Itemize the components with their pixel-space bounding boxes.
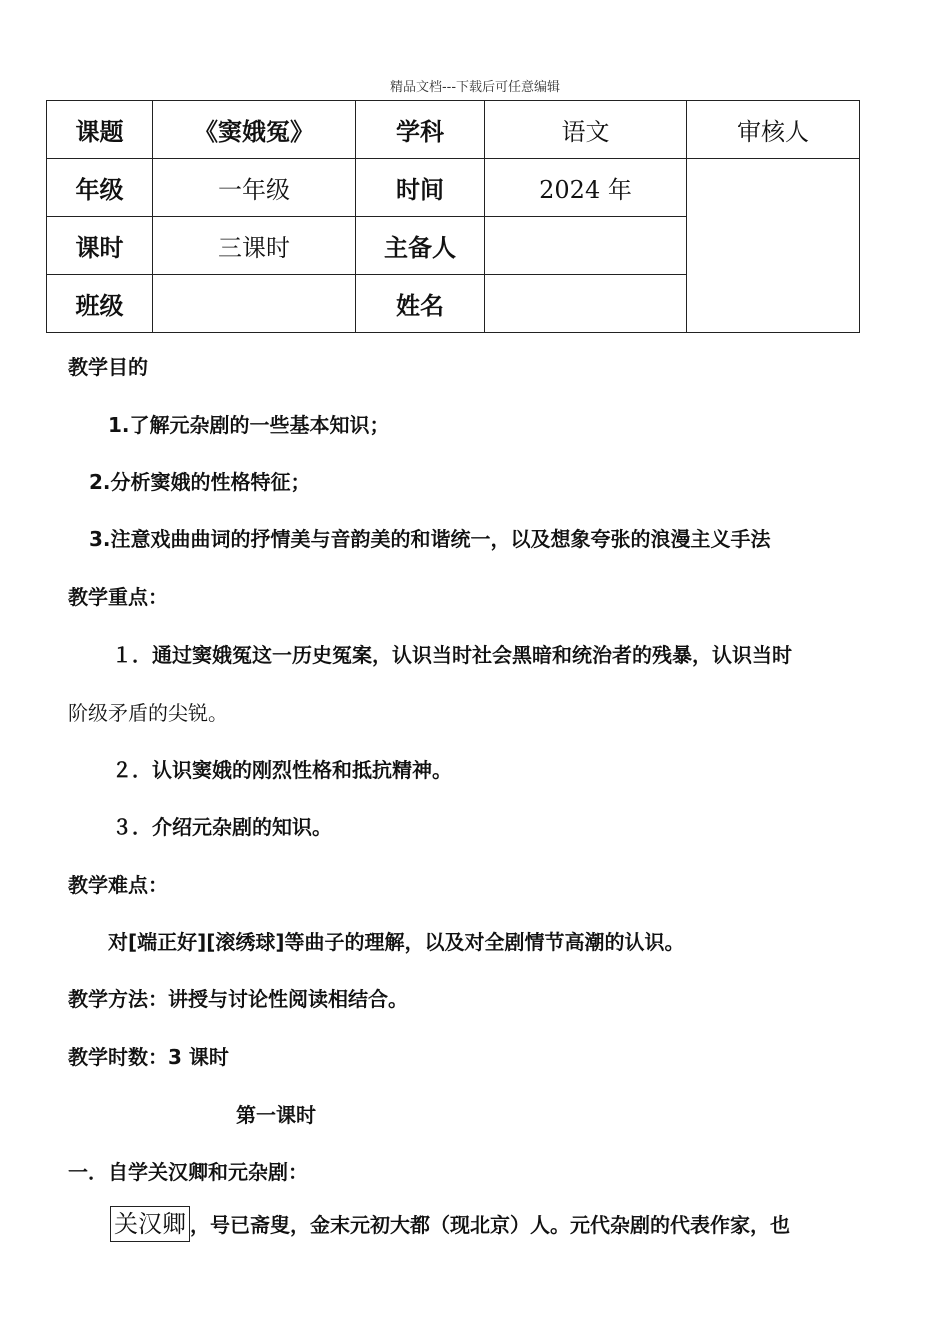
header-note: 精品文档---下载后可任意编辑: [389, 80, 561, 95]
table-cell: 年级: [47, 159, 153, 217]
key-point-item: １．通过窦娥冤这一历史冤案，认识当时社会黑暗和统治者的残暴，认识当时: [112, 643, 792, 667]
table-row: [47, 159, 860, 217]
table-cell: 主备人: [356, 217, 485, 275]
lesson-info-table: [46, 100, 860, 333]
reviewer-cell: [687, 159, 860, 333]
table-cell: [485, 217, 687, 275]
key-point-item-continued: 阶级矛盾的尖锐。: [68, 701, 228, 725]
difficulties-text: 对[端正好][滚绣球]等曲子的理解，以及对全剧情节高潮的认识。: [108, 930, 685, 954]
lesson-title: 第一课时: [236, 1103, 316, 1127]
key-points-heading: 教学重点：: [68, 585, 168, 609]
table-cell: 课题: [47, 101, 153, 159]
teaching-method: 教学方法：讲授与讨论性阅读相结合。: [68, 987, 408, 1011]
table-cell: 学科: [356, 101, 485, 159]
section-heading: 一．自学关汉卿和元杂剧：: [68, 1160, 308, 1184]
table-cell: 2024 年: [485, 159, 687, 217]
table-cell: 姓名: [356, 275, 485, 333]
objective-item: 2.分析窦娥的性格特征；: [89, 470, 311, 494]
objective-item: 1.了解元杂剧的一些基本知识；: [108, 413, 390, 437]
table-cell: [153, 275, 356, 333]
biography-line: [110, 1206, 790, 1242]
key-point-item: ２．认识窦娥的刚烈性格和抵抗精神。: [112, 758, 452, 782]
table-cell: 语文: [485, 101, 687, 159]
key-point-item: ３．介绍元杂剧的知识。: [112, 815, 332, 839]
objectives-heading: 教学目的: [68, 355, 148, 379]
table-cell: 三课时: [153, 217, 356, 275]
table-cell: 班级: [47, 275, 153, 333]
table-cell: 课时: [47, 217, 153, 275]
table-cell: 时间: [356, 159, 485, 217]
table-cell: 一年级: [153, 159, 356, 217]
teaching-hours: 教学时数：3 课时: [68, 1045, 229, 1069]
table-cell: 《窦娥冤》: [153, 101, 356, 159]
table-cell: [485, 275, 687, 333]
objective-item: 3.注意戏曲曲词的抒情美与音韵美的和谐统一，以及想象夸张的浪漫主义手法: [89, 527, 771, 551]
boxed-author-name: 关汉卿: [110, 1206, 190, 1242]
difficulties-heading: 教学难点：: [68, 873, 168, 897]
biography-text: ，号已斋叟，金末元初大都（现北京）人。元代杂剧的代表作家，也: [190, 1213, 790, 1237]
table-row: [47, 101, 860, 159]
table-cell: 审核人: [687, 101, 860, 159]
